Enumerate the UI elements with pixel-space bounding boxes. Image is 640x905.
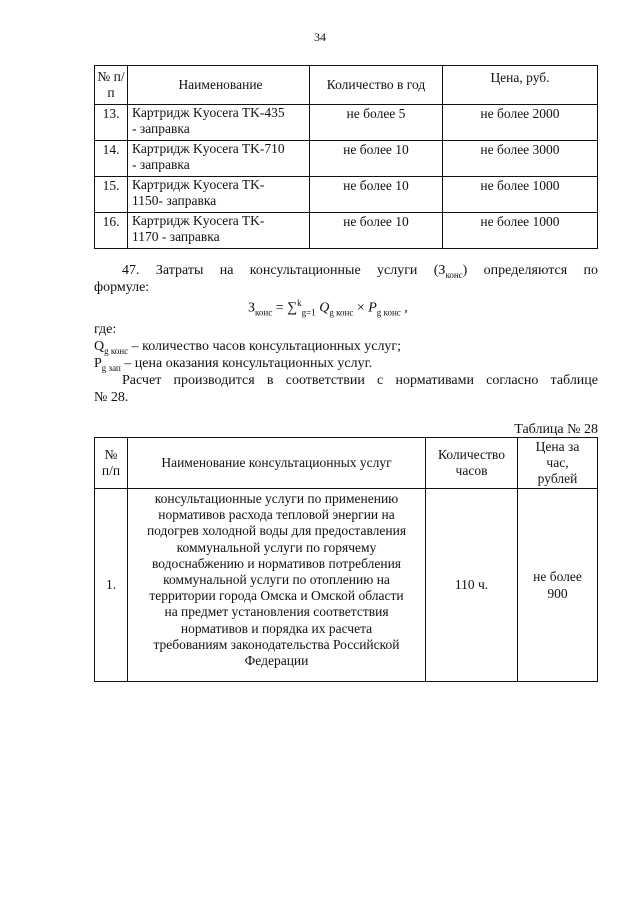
consulting-table [94, 437, 598, 682]
definition-q: $Q_{g конс}$ – количество часов консультационных услуг; [94, 339, 402, 356]
header-price: Цена, руб. [443, 66, 598, 105]
row-price: не более 1000 [443, 213, 598, 249]
row-price: не более 900 [518, 489, 598, 682]
row-qty: не более 10 [310, 141, 443, 177]
table-header-row [95, 438, 598, 489]
table-header-row [95, 66, 598, 105]
row-price: не более 3000 [443, 141, 598, 177]
row-num: 14. [95, 141, 128, 177]
row-num: 1. [95, 489, 128, 682]
table-row [95, 105, 598, 141]
table-row [95, 213, 598, 249]
row-num: 15. [95, 177, 128, 213]
table-caption: Таблица № 28 [514, 422, 598, 437]
norm-paragraph-cont: № 28. [94, 390, 129, 405]
header-name: Наименование консультационных услуг [128, 438, 426, 489]
table-row [95, 141, 598, 177]
row-qty: не более 5 [310, 105, 443, 141]
table-row [95, 489, 598, 682]
cost-formula: $З_{конс} = \sum^k_{g=1}$ $Q_{g конс} \times P_{g конс}$ , [248, 298, 408, 318]
row-qty: не более 10 [310, 213, 443, 249]
cartridge-table [94, 65, 598, 249]
row-hours: 110 ч. [426, 489, 518, 682]
row-price: не более 1000 [443, 177, 598, 213]
row-name: Картридж Kyocera TK- 1150- заправка [128, 177, 310, 213]
paragraph-47: 47. Затраты на консультационные услуги $(З_{конс})$ определяются по [122, 263, 598, 280]
paragraph-47-cont: формуле: [94, 280, 150, 295]
header-hours: Количество часов [426, 438, 518, 489]
header-num: № п/п [95, 66, 128, 105]
where-label: где: [94, 322, 117, 337]
header-price: Цена за час, рублей [518, 438, 598, 489]
page-number: 34 [314, 30, 326, 44]
row-num: 16. [95, 213, 128, 249]
header-name: Наименование [128, 66, 310, 105]
row-name: консультационные услуги по применению нормативов расхода тепловой энергии на подогрев холодной воды для предоставления коммунальной услуги по горячему водоснабжению и нормативов потребления коммунальной услуги по отоплению на территории города Омска и Омской области на предмет установления соответствия нормативов и порядка их расчета требованиям законодательства Российской Федерации [128, 489, 426, 682]
row-qty: не более 10 [310, 177, 443, 213]
definition-p: $P_{g зап}$ – цена оказания консультационных услуг. [94, 356, 373, 373]
row-name: Картридж Kyocera TK-710 - заправка [128, 141, 310, 177]
header-num: № п/п [95, 438, 128, 489]
norm-paragraph: Расчет производится в соответствии с нормативами согласно таблице [122, 373, 598, 388]
row-name: Картридж Kyocera TK- 1170 - заправка [128, 213, 310, 249]
header-qty: Количество в год [310, 66, 443, 105]
table-row [95, 177, 598, 213]
row-price: не более 2000 [443, 105, 598, 141]
row-name: Картридж Kyocera TK-435 - заправка [128, 105, 310, 141]
row-num: 13. [95, 105, 128, 141]
